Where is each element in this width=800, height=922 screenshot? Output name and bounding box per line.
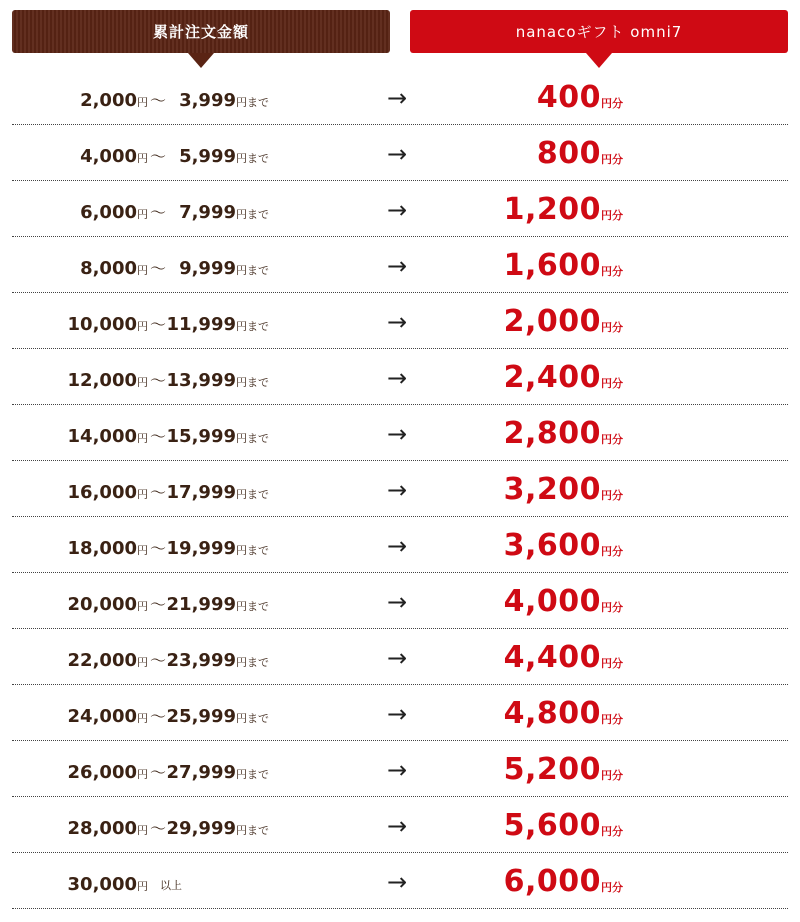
reward-value: 400 <box>536 80 601 115</box>
arrow-right-icon: → <box>387 476 408 504</box>
range-to <box>179 202 269 223</box>
until-unit: 円まで <box>236 376 269 389</box>
reward-amount <box>537 136 623 171</box>
tilde-separator: ～ <box>150 203 167 222</box>
reward-amount <box>504 808 623 843</box>
yen-unit: 円 <box>137 432 148 445</box>
reward-unit: 円分 <box>601 265 623 278</box>
tilde-separator: ～ <box>150 259 167 278</box>
range-to-value: 29,999 <box>166 818 236 839</box>
table-row <box>12 685 788 741</box>
yen-unit: 円 <box>137 824 148 837</box>
reward-amount <box>504 192 623 227</box>
reward-value: 1,600 <box>503 248 601 283</box>
reward-unit: 円分 <box>601 153 623 166</box>
yen-unit: 円 <box>137 376 148 389</box>
tilde-separator: ～ <box>150 539 167 558</box>
range-to-value: 5,999 <box>179 146 236 167</box>
range-to-value: 27,999 <box>166 762 236 783</box>
reward-unit: 円分 <box>601 489 623 502</box>
table-row <box>12 573 788 629</box>
tilde-separator: ～ <box>150 483 167 502</box>
arrow-right-icon: → <box>387 532 408 560</box>
tilde-separator: ～ <box>150 819 167 838</box>
range-from-value: 10,000 <box>67 314 137 335</box>
range-to <box>167 314 269 335</box>
reward-amount <box>504 248 623 283</box>
range-from-value: 28,000 <box>67 818 137 839</box>
reward-amount <box>504 360 623 395</box>
arrow-right-icon: → <box>387 700 408 728</box>
range-to-value: 11,999 <box>166 314 236 335</box>
tilde-separator: ～ <box>150 427 167 446</box>
table-row <box>12 237 788 293</box>
reward-unit: 円分 <box>601 601 623 614</box>
header-pointer-left <box>188 53 214 68</box>
reward-amount <box>504 416 623 451</box>
reward-unit: 円分 <box>601 825 623 838</box>
range-to <box>179 146 269 167</box>
reward-unit: 円分 <box>601 881 623 894</box>
nanaco-gift-header <box>410 10 788 53</box>
tilde-separator: ～ <box>150 315 167 334</box>
reward-unit: 円分 <box>601 657 623 670</box>
range-from <box>68 594 148 615</box>
range-to <box>167 426 269 447</box>
reward-value: 2,000 <box>503 304 601 339</box>
range-from-value: 20,000 <box>67 594 137 615</box>
arrow-right-icon: → <box>387 420 408 448</box>
table-row <box>12 405 788 461</box>
range-to <box>167 818 269 839</box>
tilde-separator: ～ <box>150 651 167 670</box>
reward-unit: 円分 <box>601 769 623 782</box>
range-to-value: 3,999 <box>179 90 236 111</box>
range-from-value: 12,000 <box>67 370 137 391</box>
reward-value: 4,800 <box>503 696 601 731</box>
range-from <box>68 426 148 447</box>
range-from-value: 26,000 <box>67 762 137 783</box>
tilde-separator: ～ <box>150 91 167 110</box>
range-from-value: 22,000 <box>67 650 137 671</box>
reward-value: 3,200 <box>503 472 601 507</box>
table-row <box>12 181 788 237</box>
yen-unit: 円 <box>137 488 148 501</box>
range-from-value: 30,000 <box>67 874 137 895</box>
reward-amount <box>504 752 623 787</box>
range-from <box>68 538 148 559</box>
arrow-right-icon: → <box>387 364 408 392</box>
range-from <box>68 874 148 895</box>
tilde-separator: ～ <box>150 707 167 726</box>
table-row <box>12 797 788 853</box>
reward-amount <box>504 864 623 899</box>
range-from <box>68 650 148 671</box>
range-from-value: 18,000 <box>67 538 137 559</box>
cumulative-order-amount-title: 累計注文金額 <box>152 23 249 41</box>
range-to-value: 13,999 <box>166 370 236 391</box>
reward-value: 4,400 <box>503 640 601 675</box>
yen-unit: 円 <box>137 544 148 557</box>
until-unit: 円まで <box>236 656 269 669</box>
reward-unit: 円分 <box>601 209 623 222</box>
until-unit: 円まで <box>236 824 269 837</box>
range-from <box>80 202 148 223</box>
reward-value: 4,000 <box>503 584 601 619</box>
range-to <box>167 594 269 615</box>
range-to-value: 23,999 <box>166 650 236 671</box>
arrow-right-icon: → <box>387 140 408 168</box>
table-row <box>12 629 788 685</box>
range-from-value: 14,000 <box>67 426 137 447</box>
until-unit: 円まで <box>236 264 269 277</box>
reward-value: 3,600 <box>503 528 601 563</box>
arrow-right-icon: → <box>387 644 408 672</box>
until-unit: 円まで <box>236 152 269 165</box>
arrow-right-icon: → <box>387 252 408 280</box>
reward-value: 2,400 <box>503 360 601 395</box>
range-to-value: 7,999 <box>179 202 236 223</box>
cumulative-order-amount-header <box>12 10 390 53</box>
reward-value: 1,200 <box>503 192 601 227</box>
yen-unit: 円 <box>137 656 148 669</box>
range-to <box>179 258 269 279</box>
reward-unit: 円分 <box>601 377 623 390</box>
tilde-separator: ～ <box>150 147 167 166</box>
range-from-value: 8,000 <box>80 258 137 279</box>
yen-unit: 円 <box>137 208 148 221</box>
reward-amount <box>504 304 623 339</box>
yen-unit: 円 <box>137 712 148 725</box>
range-from-value: 4,000 <box>80 146 137 167</box>
until-unit: 円まで <box>236 768 269 781</box>
table-row <box>12 349 788 405</box>
range-to <box>167 538 269 559</box>
range-to-value: 15,999 <box>166 426 236 447</box>
table-row <box>12 517 788 573</box>
reward-amount <box>504 640 623 675</box>
reward-amount <box>537 80 623 115</box>
header-pointer-right <box>586 53 612 68</box>
range-from-value: 24,000 <box>67 706 137 727</box>
reward-unit: 円分 <box>601 545 623 558</box>
reward-value: 5,600 <box>503 808 601 843</box>
table-row <box>12 125 788 181</box>
yen-unit: 円 <box>137 768 148 781</box>
yen-unit: 円 <box>137 320 148 333</box>
reward-table <box>12 69 788 909</box>
yen-unit: 円 <box>137 600 148 613</box>
tilde-separator: ～ <box>150 763 167 782</box>
range-from <box>68 482 148 503</box>
reward-value: 2,800 <box>503 416 601 451</box>
range-from <box>80 146 148 167</box>
reward-amount <box>504 696 623 731</box>
until-unit: 円まで <box>236 320 269 333</box>
reward-amount <box>504 472 623 507</box>
table-header <box>0 10 800 70</box>
reward-unit: 円分 <box>601 713 623 726</box>
range-from-value: 6,000 <box>80 202 137 223</box>
range-from <box>68 762 148 783</box>
arrow-right-icon: → <box>387 196 408 224</box>
range-to-value: 25,999 <box>166 706 236 727</box>
range-from-value: 16,000 <box>67 482 137 503</box>
range-to-value: 21,999 <box>166 594 236 615</box>
until-unit: 円まで <box>236 96 269 109</box>
range-from <box>68 314 148 335</box>
table-row <box>12 293 788 349</box>
table-row <box>12 853 788 909</box>
tilde-separator: ～ <box>150 595 167 614</box>
range-to <box>167 650 269 671</box>
range-to <box>179 90 269 111</box>
table-row <box>12 461 788 517</box>
range-from <box>68 370 148 391</box>
reward-value: 6,000 <box>503 864 601 899</box>
arrow-right-icon: → <box>387 756 408 784</box>
range-to-value: 9,999 <box>179 258 236 279</box>
reward-unit: 円分 <box>601 433 623 446</box>
reward-amount <box>504 584 623 619</box>
reward-amount <box>504 528 623 563</box>
table-row <box>12 741 788 797</box>
arrow-right-icon: → <box>387 84 408 112</box>
until-unit: 円まで <box>236 208 269 221</box>
range-from <box>68 706 148 727</box>
table-row <box>12 69 788 125</box>
nanaco-gift-title: nanacoギフト omni7 <box>515 23 683 41</box>
range-to <box>167 370 269 391</box>
yen-unit: 円 <box>137 152 148 165</box>
range-from <box>80 258 148 279</box>
arrow-right-icon: → <box>387 588 408 616</box>
tilde-separator: ～ <box>150 371 167 390</box>
range-to <box>167 762 269 783</box>
range-from <box>68 818 148 839</box>
reward-value: 5,200 <box>503 752 601 787</box>
range-from <box>80 90 148 111</box>
arrow-right-icon: → <box>387 812 408 840</box>
yen-unit: 円 <box>137 880 148 893</box>
range-to <box>167 482 269 503</box>
range-to-value: 19,999 <box>166 538 236 559</box>
arrow-right-icon: → <box>387 308 408 336</box>
range-from-value: 2,000 <box>80 90 137 111</box>
range-to-value: 17,999 <box>166 482 236 503</box>
until-unit: 円まで <box>236 488 269 501</box>
until-unit: 円まで <box>236 712 269 725</box>
yen-unit: 円 <box>137 264 148 277</box>
above-label: 以上 <box>160 879 182 892</box>
reward-value: 800 <box>536 136 601 171</box>
yen-unit: 円 <box>137 96 148 109</box>
range-to <box>167 706 269 727</box>
until-unit: 円まで <box>236 600 269 613</box>
reward-unit: 円分 <box>601 321 623 334</box>
reward-unit: 円分 <box>601 97 623 110</box>
until-unit: 円まで <box>236 544 269 557</box>
arrow-right-icon: → <box>387 868 408 896</box>
until-unit: 円まで <box>236 432 269 445</box>
